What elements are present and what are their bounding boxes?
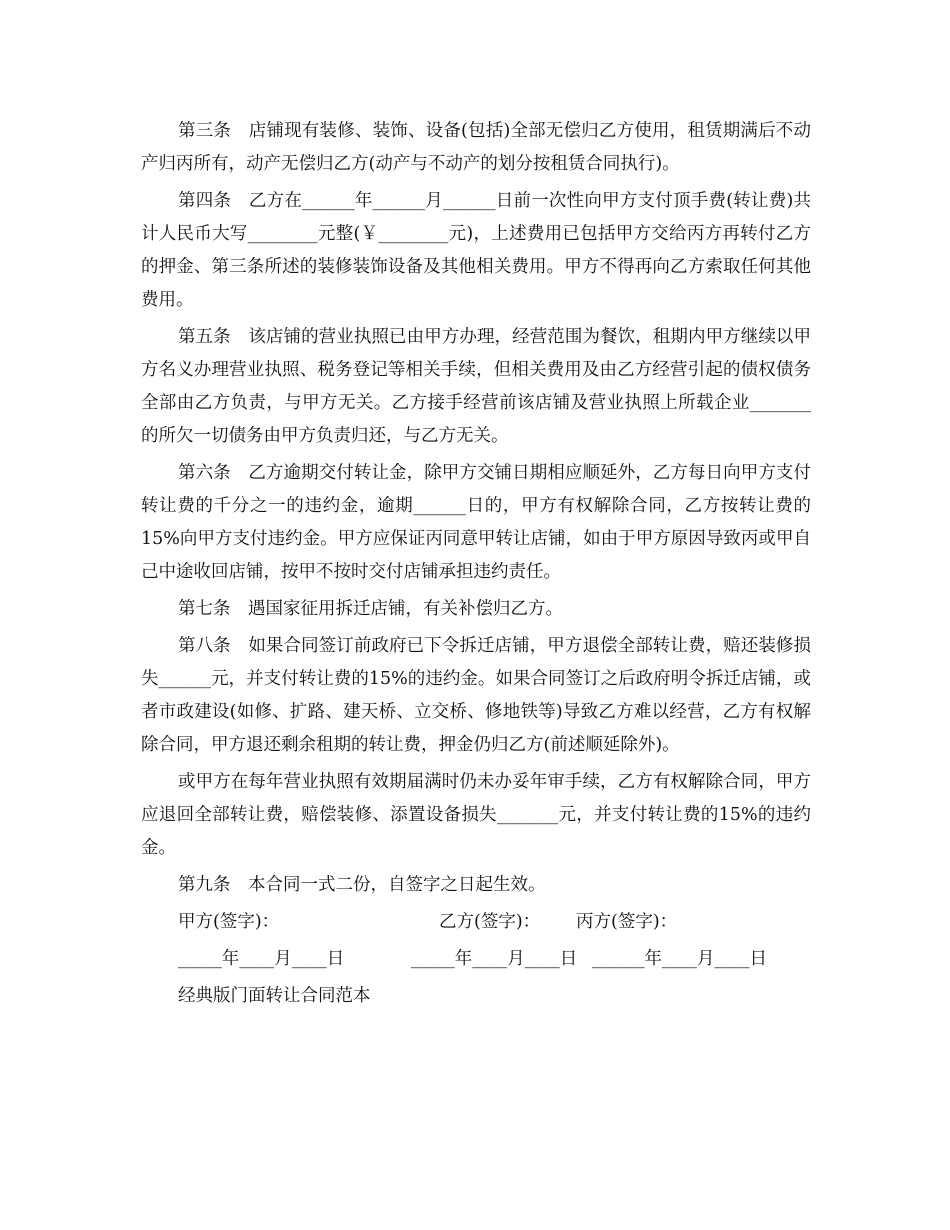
party-b-date: _____年____月____日 (411, 949, 578, 969)
party-c-date: ______年____月____日 (592, 949, 767, 969)
clause-9: 第九条 本合同一式二份，自签字之日起生效。 (178, 875, 546, 895)
date-row (141, 943, 811, 976)
clause-6: 第六条 乙方逾期交付转让金，除甲方交铺日期相应顺延外，乙方每日向甲方支付转让费的千分之一的违约金，逾期______日的，甲方有权解除合同，乙方按转让费的15%向甲方支付违约金。甲方应保证丙同意甲转让店铺，如由于甲方原因导致丙或甲自己中途收回店铺，按甲不按时交付店铺承担违约责任。 (141, 463, 811, 582)
clause-5: 第五条 该店铺的营业执照已由甲方办理，经营范围为餐饮，租期内甲方继续以甲方名义办理营业执照、税务登记等相关手续，但相关费用及由乙方经营引起的债权债务全部由乙方负责，与甲方无关。乙方接手经营前该店铺及营业执照上所载企业_______的所欠一切债务由甲方负责归还，与乙方无关。 (141, 327, 811, 446)
party-b-signature-label: 乙方(签字)： (439, 912, 541, 932)
clause-8: 第八条 如果合同签订前政府已下令拆迁店铺，甲方退偿全部转让费，赔还装修损失______元，并支付转让费的15%的违约金。如果合同签订之后政府明令拆迁店铺，或者市政建设(如修、扩路、建天桥、立交桥、修地铁等)导致乙方难以经营，乙方有权解除合同，甲方退还剩余租期的转让费，押金仍归乙方(前述顺延除外)。 (141, 636, 811, 755)
document-footer-title: 经典版门面转让合同范本 (178, 986, 371, 1006)
signature-row (141, 906, 811, 939)
party-a-signature-label: 甲方(签字)： (178, 912, 280, 932)
clause-3: 第三条 店铺现有装修、装饰、设备(包括)全部无偿归乙方使用，租赁期满后不动产归丙所有，动产无偿归乙方(动产与不动产的划分按租赁合同执行)。 (141, 121, 811, 174)
clause-4: 第四条 乙方在______年______月______日前一次性向甲方支付顶手费(转让费)共计人民币大写________元整(￥________元)，上述费用已包括甲方交给丙方再转付乙方的押金、第三条所述的装修装饰设备及其他相关费用。甲方不得再向乙方索取任何其他费用。 (141, 191, 811, 310)
clause-7: 第七条 遇国家征用拆迁店铺，有关补偿归乙方。 (178, 599, 563, 619)
party-a-date: _____年____月____日 (178, 949, 345, 969)
contract-body (141, 115, 811, 1013)
clause-8-supplement: 或甲方在每年营业执照有效期届满时仍未办妥年审手续，乙方有权解除合同，甲方应退回全部转让费，赔偿装修、添置设备损失_______元，并支付转让费的15%的违约金。 (141, 772, 811, 858)
party-c-signature-label: 丙方(签字)： (576, 912, 678, 932)
